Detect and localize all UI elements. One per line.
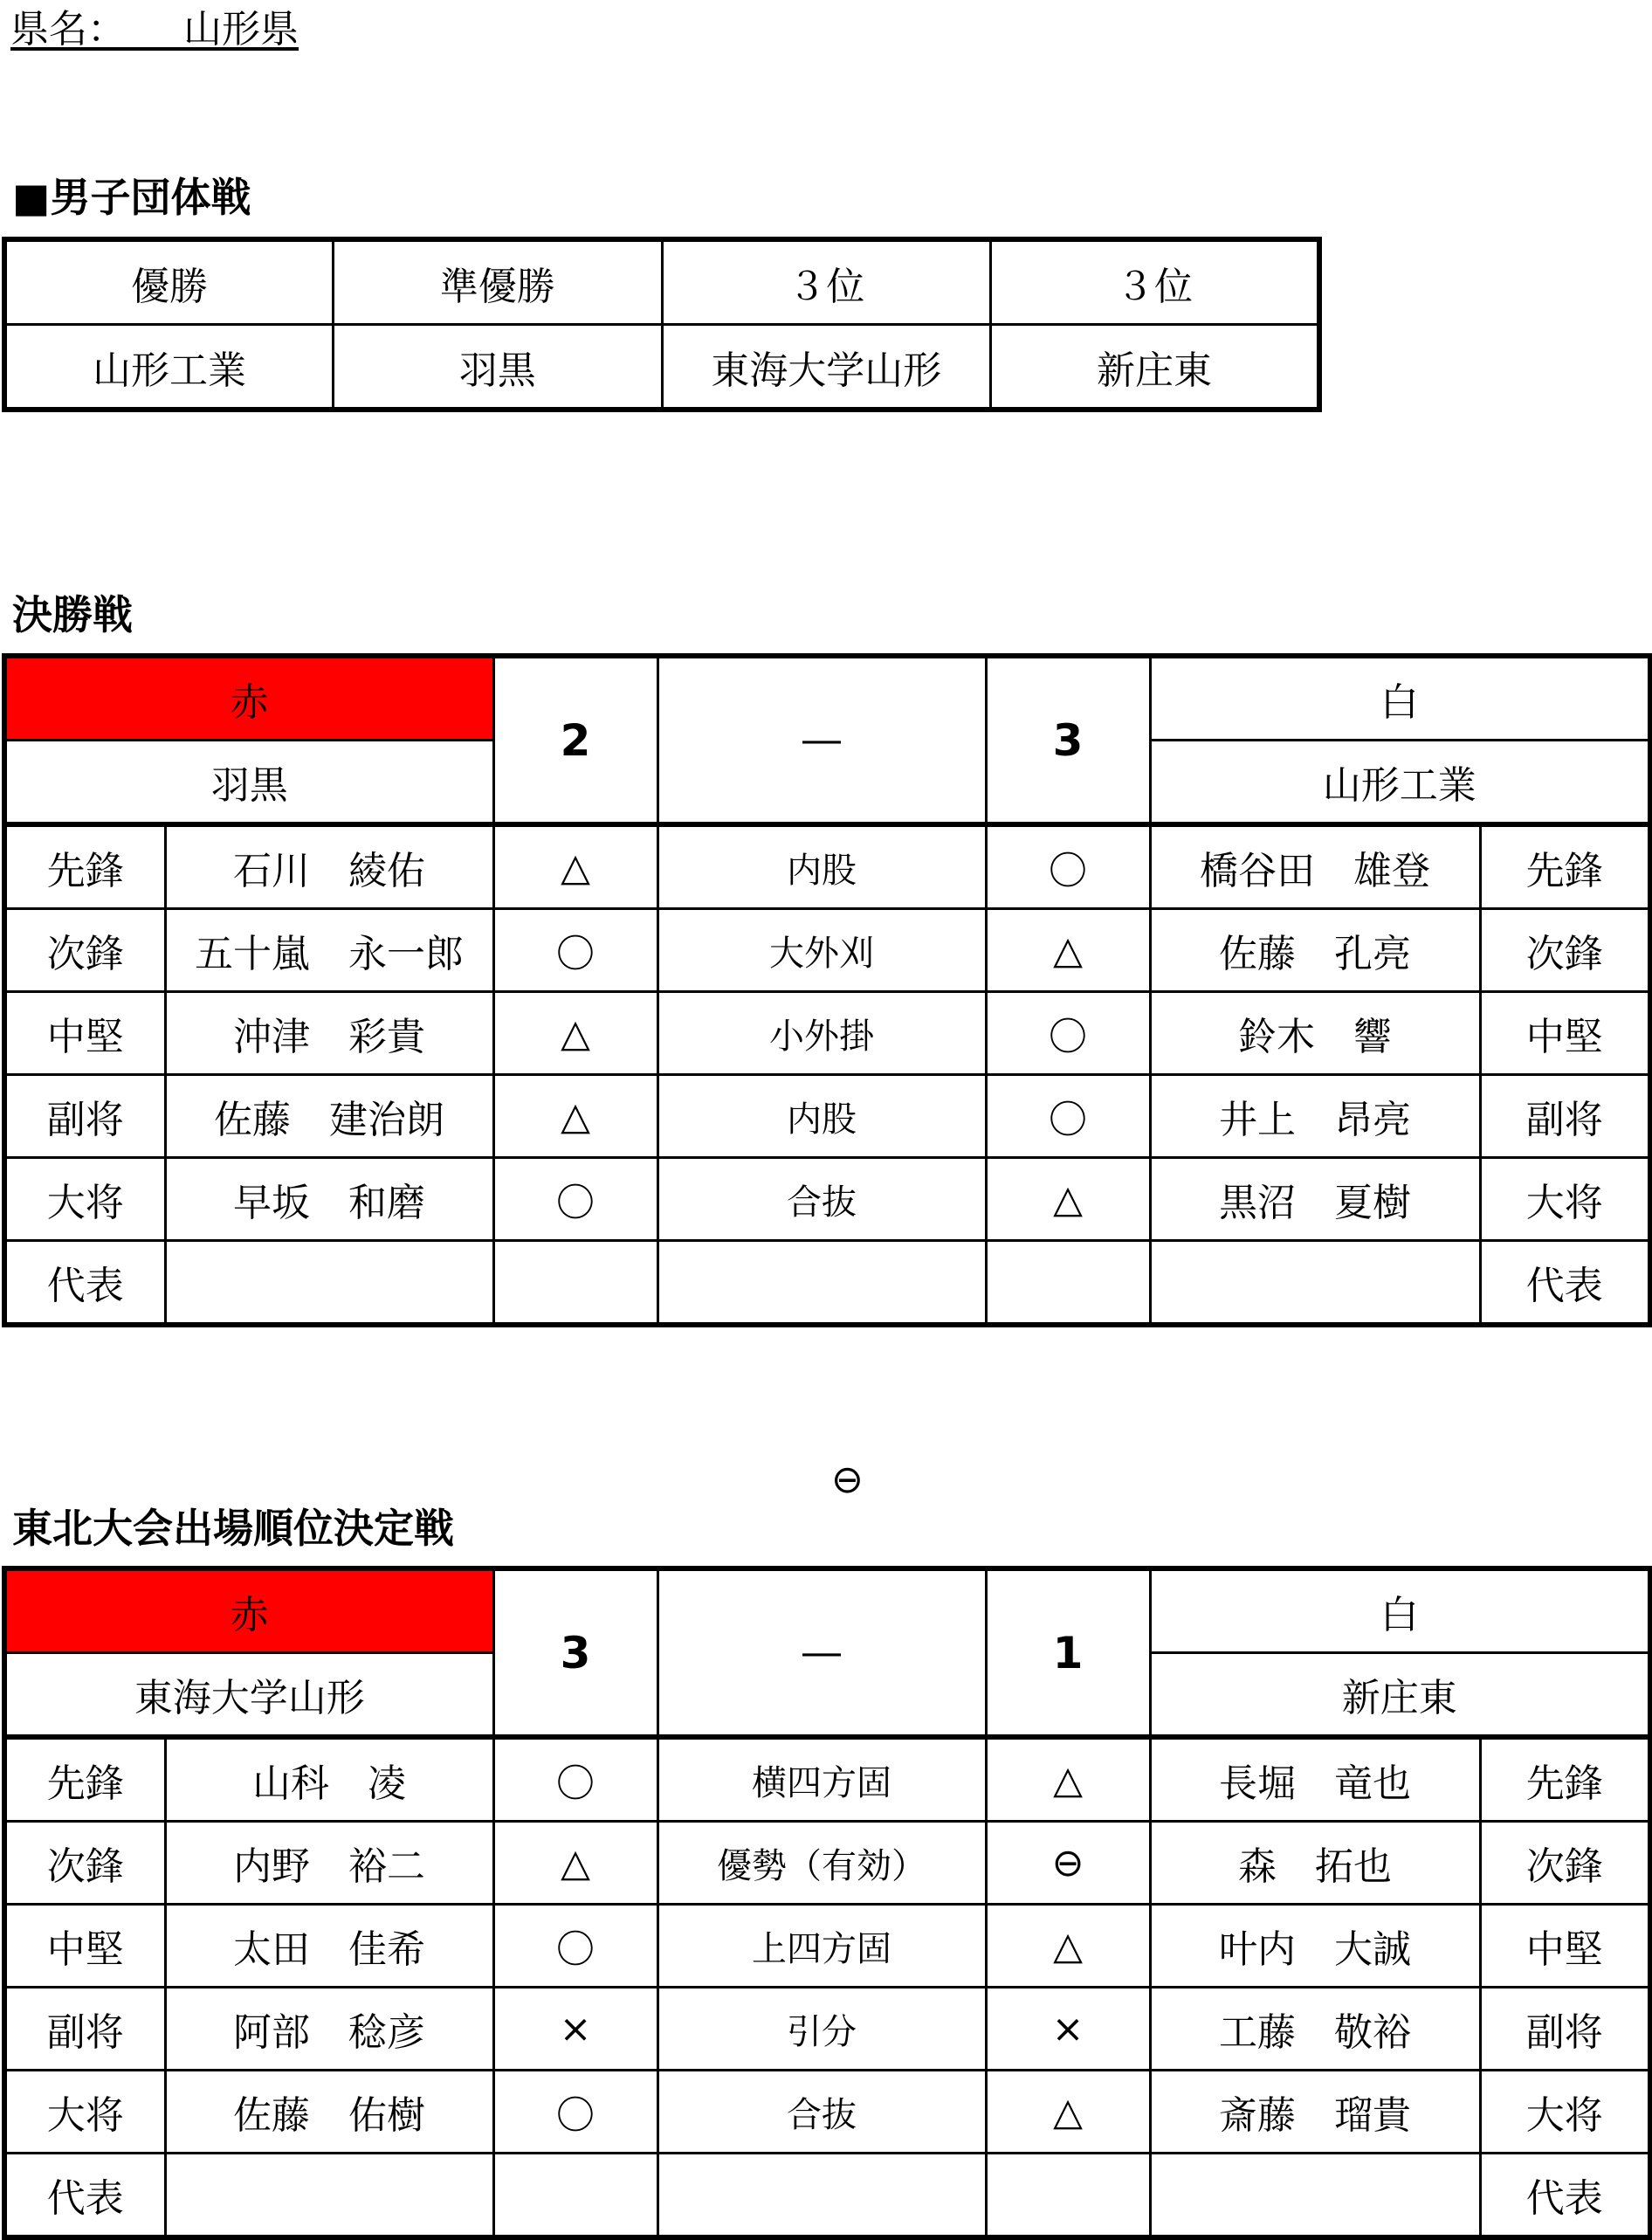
red-player: 内野 裕二 (165, 1822, 493, 1905)
white-result-mark: 〇 (986, 992, 1150, 1075)
placement-table (2, 1566, 1652, 2240)
position-label: 大将 (4, 1158, 165, 1241)
position-label-white: 代表 (1480, 2154, 1650, 2238)
placement-white-score: 1 (986, 1568, 1150, 1737)
position-label-white: 先鋒 (1480, 1737, 1650, 1822)
table-row (4, 1158, 1650, 1241)
red-result-mark: 〇 (493, 1158, 657, 1241)
red-result-mark (493, 2154, 657, 2238)
red-player: 石川 綾佑 (165, 824, 493, 909)
technique: 引分 (657, 1988, 986, 2071)
white-player: 工藤 敬裕 (1150, 1988, 1480, 2071)
header-third-2: ３位 (991, 239, 1320, 325)
white-result-mark: 〇 (986, 824, 1150, 909)
final-red-team: 羽黒 (4, 741, 493, 825)
table-row (4, 824, 1650, 909)
position-label: 副将 (4, 1075, 165, 1158)
team-results-header-row (4, 239, 1319, 325)
placement-dash: ― (657, 1568, 986, 1737)
red-player: 太田 佳希 (165, 1905, 493, 1988)
white-result-mark: △ (986, 1905, 1150, 1988)
table-row (4, 1737, 1650, 1822)
header-third-1: ３位 (662, 239, 991, 325)
position-label-white: 大将 (1480, 1158, 1650, 1241)
red-player (165, 1241, 493, 1326)
table-row (4, 1988, 1650, 2071)
technique (657, 1241, 986, 1326)
white-result-mark: ⊖ (986, 1822, 1150, 1905)
final-heading: 決勝戦 (12, 591, 133, 638)
prefecture-line (10, 3, 299, 56)
header-runner-up: 準優勝 (334, 239, 663, 325)
red-player (165, 2154, 493, 2238)
placement-white-label: 白 (1150, 1568, 1650, 1653)
red-player: 沖津 彩貴 (165, 992, 493, 1075)
position-label: 代表 (4, 2154, 165, 2238)
red-result-mark (493, 1241, 657, 1326)
red-player: 山科 凌 (165, 1737, 493, 1822)
white-result-mark: △ (986, 909, 1150, 992)
red-result-mark: △ (493, 824, 657, 909)
position-label: 次鋒 (4, 1822, 165, 1905)
placement-red-team: 東海大学山形 (4, 1653, 493, 1738)
placement-white-team: 新庄東 (1150, 1653, 1650, 1738)
position-label-white: 副将 (1480, 1988, 1650, 2071)
position-label: 代表 (4, 1241, 165, 1326)
white-result-mark: △ (986, 1158, 1150, 1241)
position-label-white: 中堅 (1480, 992, 1650, 1075)
team-results-value-row (4, 325, 1319, 410)
red-player: 佐藤 佑樹 (165, 2071, 493, 2154)
white-player: 長堀 竜也 (1150, 1737, 1480, 1822)
red-result-mark: △ (493, 1822, 657, 1905)
red-player: 阿部 稔彦 (165, 1988, 493, 2071)
floating-minus-circle-symbol: ⊖ (831, 1458, 864, 1502)
final-red-score: 2 (493, 656, 657, 824)
value-champion: 山形工業 (4, 325, 334, 410)
technique: 合抜 (657, 2071, 986, 2154)
table-row (4, 1075, 1650, 1158)
final-white-score: 3 (986, 656, 1150, 824)
position-label: 副将 (4, 1988, 165, 2071)
technique: 優勢（有効） (657, 1822, 986, 1905)
position-label-white: 代表 (1480, 1241, 1650, 1326)
technique: 小外掛 (657, 992, 986, 1075)
red-player: 早坂 和磨 (165, 1158, 493, 1241)
position-label: 次鋒 (4, 909, 165, 992)
value-runner-up: 羽黒 (334, 325, 663, 410)
header-champion: 優勝 (4, 239, 334, 325)
technique: 横四方固 (657, 1737, 986, 1822)
position-label-white: 副将 (1480, 1075, 1650, 1158)
technique: 合抜 (657, 1158, 986, 1241)
red-result-mark: 〇 (493, 2071, 657, 2154)
white-player: 鈴木 響 (1150, 992, 1480, 1075)
position-label-white: 次鋒 (1480, 909, 1650, 992)
prefecture-label: 県名： (10, 7, 107, 52)
placement-heading: 東北大会出場順位決定戦 (12, 1505, 454, 1552)
table-row (4, 2154, 1650, 2238)
final-dash: ― (657, 656, 986, 824)
technique: 上四方固 (657, 1905, 986, 1988)
final-table (2, 653, 1652, 1327)
white-result-mark (986, 1241, 1150, 1326)
position-label: 大将 (4, 2071, 165, 2154)
red-player: 五十嵐 永一郎 (165, 909, 493, 992)
technique: 内股 (657, 824, 986, 909)
final-header-row-1 (4, 656, 1650, 741)
red-result-mark: 〇 (493, 1905, 657, 1988)
white-player (1150, 1241, 1480, 1326)
white-player: 斎藤 瑠貴 (1150, 2071, 1480, 2154)
position-label: 中堅 (4, 1905, 165, 1988)
final-red-label: 赤 (4, 656, 493, 741)
position-label: 先鋒 (4, 1737, 165, 1822)
position-label-white: 先鋒 (1480, 824, 1650, 909)
table-row (4, 909, 1650, 992)
value-third-2: 新庄東 (991, 325, 1320, 410)
final-white-team: 山形工業 (1150, 741, 1650, 825)
technique: 内股 (657, 1075, 986, 1158)
team-results-heading: ■男子団体戦 (12, 174, 251, 221)
red-player: 佐藤 建治朗 (165, 1075, 493, 1158)
red-result-mark: × (493, 1988, 657, 2071)
white-player: 佐藤 孔亮 (1150, 909, 1480, 992)
table-row (4, 1905, 1650, 1988)
white-player: 森 拓也 (1150, 1822, 1480, 1905)
table-row (4, 2071, 1650, 2154)
white-result-mark: △ (986, 1737, 1150, 1822)
white-player: 井上 昂亮 (1150, 1075, 1480, 1158)
red-result-mark: 〇 (493, 909, 657, 992)
position-label: 先鋒 (4, 824, 165, 909)
placement-red-label: 赤 (4, 1568, 493, 1653)
final-white-label: 白 (1150, 656, 1650, 741)
prefecture-name: 山形県 (183, 7, 299, 52)
placement-header-row-1 (4, 1568, 1650, 1653)
position-label-white: 中堅 (1480, 1905, 1650, 1988)
table-row (4, 1822, 1650, 1905)
white-result-mark: × (986, 1988, 1150, 2071)
position-label-white: 大将 (1480, 2071, 1650, 2154)
placement-red-score: 3 (493, 1568, 657, 1737)
team-results-table (2, 237, 1322, 412)
table-row (4, 1241, 1650, 1326)
table-row (4, 992, 1650, 1075)
white-result-mark: △ (986, 2071, 1150, 2154)
technique (657, 2154, 986, 2238)
technique: 大外刈 (657, 909, 986, 992)
value-third-1: 東海大学山形 (662, 325, 991, 410)
position-label: 中堅 (4, 992, 165, 1075)
position-label-white: 次鋒 (1480, 1822, 1650, 1905)
white-result-mark (986, 2154, 1150, 2238)
red-result-mark: △ (493, 992, 657, 1075)
white-result-mark: 〇 (986, 1075, 1150, 1158)
red-result-mark: △ (493, 1075, 657, 1158)
white-player (1150, 2154, 1480, 2238)
red-result-mark: 〇 (493, 1737, 657, 1822)
white-player: 橋谷田 雄登 (1150, 824, 1480, 909)
white-player: 黒沼 夏樹 (1150, 1158, 1480, 1241)
white-player: 叶内 大誠 (1150, 1905, 1480, 1988)
